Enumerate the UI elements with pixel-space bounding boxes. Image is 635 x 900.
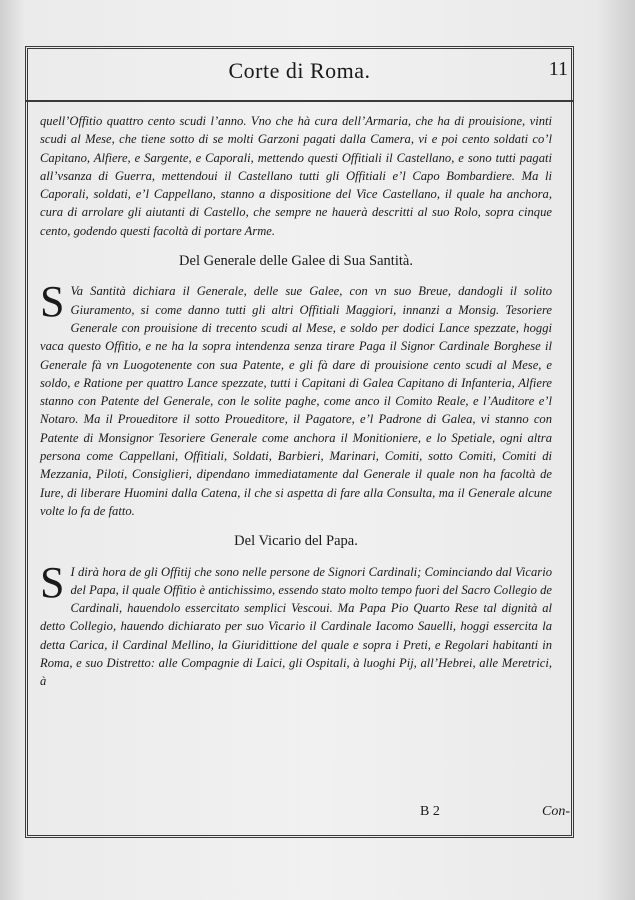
page-number: 11 bbox=[548, 58, 568, 80]
page-header bbox=[25, 46, 574, 102]
signature-mark: B 2 bbox=[420, 804, 440, 819]
paragraph-continuation: quell’Offitio quattro cento scudi l’anno. Vno che hà cura dell’Armaria, che ha di prouisione, vinti scudi al Mese, che tiene sotto di se molti Garzoni pagati dalla Camera, vi e poi cento soldati co’l Capitano, Alfiere, e Sargente, e Caporali, mettendo questi Offitiali il Castellano, e sono tutti pagati all’vsanza di Guerra, mettendoui il Castellano tutti gli Offitiali e’l Capo Bombardiere. Ma li Caporali, soldati, e’l Cappellano, stanno a dispositione del Vice Castellano, il quale ha anchora, cura di arrolare gli aiutanti di Castello, che sempre ne hauerà descritti al suo Rolo, sopra cinque cento, godendo questi facoltà di portare Arme. bbox=[40, 114, 552, 238]
section-paragraph-vicario bbox=[40, 557, 552, 691]
running-title: Corte di Roma. bbox=[228, 58, 371, 83]
drop-cap: S bbox=[40, 277, 65, 327]
catchword: Con- bbox=[542, 804, 570, 819]
paragraph-text: I dirà hora de gli Offitij che sono nelle persone de Signori Cardinali; Cominciando dal Vicario del Papa, il quale Offitio è antichissimo, essendo stato molto tempo fuori del Sacro Collegio de Cardinali, hauendolo essercitato semplici Vescoui. Ma Papa Pio Quarto Rese tal dignità al detto Collegio, hauendo dichiarato per suo Vicario il Cardinale Iacomo Sauelli, hoggi essercita la detta Carica, il Cardinal Mellino, la Giuridittione del quale e sopra i Preti, e Regolari habitanti in Roma, e suo Distretto: alle Compagnie di Laici, gli Ospitali, à luoghi Pij, all’Hebrei, alle Meretrici, à bbox=[40, 564, 552, 689]
body-text bbox=[40, 112, 552, 691]
drop-cap: S bbox=[40, 557, 65, 607]
paragraph-text: Va Santità dichiara il Generale, delle sue Galee, con vn suo Breue, dandogli il solito Giuramento, si come danno tutti gli altri Offitiali Maggiori, innanzi a Monsig. Tesoriere Generale con prouisione di trecento scudi al Mese, e soldo per dodici Lance spezzate, hoggi vaca questo Offitio, e ne ha la sopra intendenza senza tirare Paga il Signor Cardinale Borghese il Generale fà vn Luogotenente con sua Patente, e gli fà dare di prouisione cento scudi al Mese, e soldo, e Ratione per quattro Lance spezzate, tutti i Capitani di Galea Capitano di Infanteria, Alfiere stanno con Patente del Generale, con le solite paghe, come anco il Comito Reale, e l’Auditore e’l Notaro. Ma il Proueditore il sotto Proueditore, il Pagatore, e’l Padrone di Galea, vi stanno con Patente di Monsignor Tesoriere Generale come anchora il Monitioniere, e lo Spetiale, ogni altra persona come Cappellani, Offitiali, Soldati, Barbieri, Marinari, Comiti, sotto Comiti, Comiti di Mezzania, Piloti, Consiglieri, dipendano immediatamente dal Generale il quale non ha facoltà de Iure, di liberare Huomini dalla Catena, il che si aspetta di fare alla Consulta, ma il Generale alcune volte lo fa de fatto. bbox=[40, 284, 552, 518]
section-title-vicario: Del Vicario del Papa. bbox=[234, 533, 358, 550]
section-title-generale: Del Generale delle Galee di Sua Santità. bbox=[179, 253, 413, 270]
section-paragraph-generale bbox=[40, 277, 552, 520]
page-footer bbox=[40, 800, 570, 824]
